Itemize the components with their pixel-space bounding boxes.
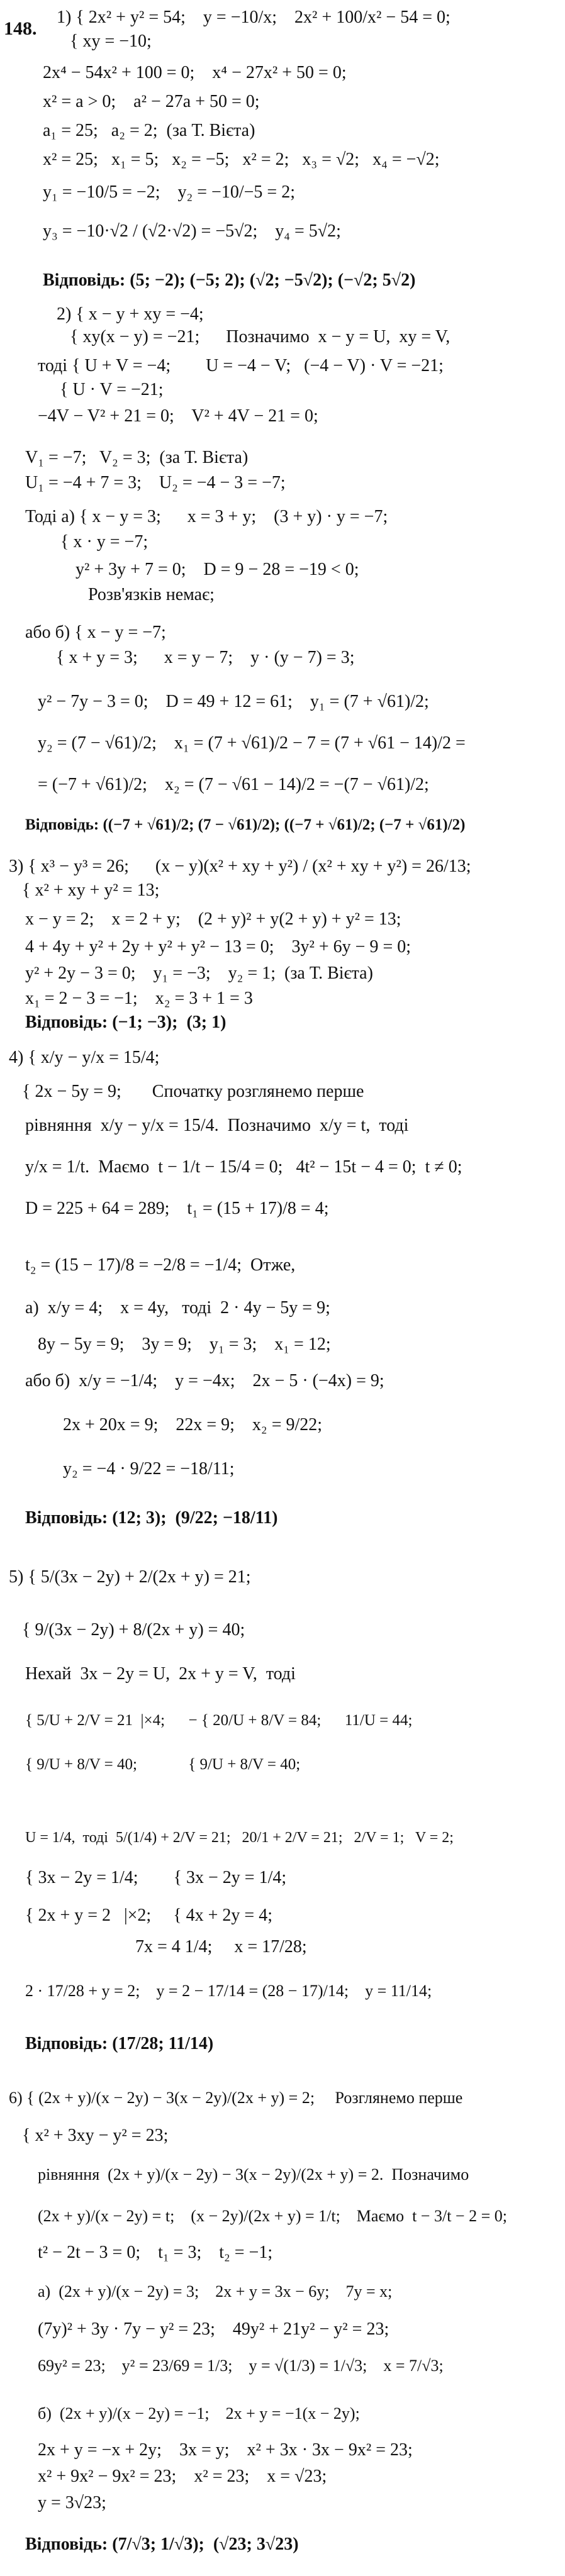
answer-line: Відповідь: (5; −2); (−5; 2); (√2; −5√2); (−√2; 5√2) [43, 270, 416, 290]
text-line: або б) { x − y = −7; [25, 623, 166, 642]
text-line: а) (2x + y)/(x − 2y) = 3; 2x + y = 3x − 6y; 7y = x; [38, 2282, 393, 2301]
text-line: 2x + 20x = 9; 22x = 9; x₂ = 9/22; [63, 1415, 323, 1435]
text-line: t² − 2t − 3 = 0; t₁ = 3; t₂ = −1; [38, 2243, 273, 2262]
answer-line: Відповідь: (−1; −3); (3; 1) [25, 1013, 227, 1032]
text-line: U₁ = −4 + 7 = 3; U₂ = −4 − 3 = −7; [25, 473, 286, 492]
text-line: x² = a > 0; a² − 27a + 50 = 0; [43, 92, 260, 111]
answer-line: Відповідь: (7/√3; 1/√3); (√23; 3√23) [25, 2534, 299, 2554]
text-line: а) x/y = 4; x = 4y, тоді 2 · 4y − 5y = 9; [25, 1298, 330, 1318]
text-line: рівняння x/y − y/x = 15/4. Позначимо x/y = t, тоді [25, 1116, 409, 1135]
text-line: y₃ = −10·√2 / (√2·√2) = −5√2; y₄ = 5√2; [43, 221, 341, 241]
text-line: 6) { (2x + y)/(x − 2y) − 3(x − 2y)/(2x + y) = 2; Розглянемо перше [9, 2089, 463, 2107]
text-line: { 5/U + 2/V = 21 |×4; − { 20/U + 8/V = 84; 11/U = 44; [25, 1712, 413, 1729]
text-line: { xy(x − y) = −21; Позначимо x − y = U, xy = V, [57, 327, 450, 347]
text-line: x² = 25; x₁ = 5; x₂ = −5; x² = 2; x₃ = √2; x₄ = −√2; [43, 150, 440, 169]
text-line: y/x = 1/t. Маємо t − 1/t − 15/4 = 0; 4t² − 15t − 4 = 0; t ≠ 0; [25, 1157, 462, 1177]
text-line: y² + 2y − 3 = 0; y₁ = −3; y₂ = 1; (за Т. Вієта) [25, 963, 373, 983]
text-line: y = 3√23; [38, 2493, 106, 2512]
text-line: V₁ = −7; V₂ = 3; (за Т. Вієта) [25, 448, 249, 467]
answer-line: Відповідь: (12; 3); (9/22; −18/11) [25, 1508, 278, 1528]
text-line: { x · y = −7; [25, 532, 148, 552]
text-line: 2x⁴ − 54x² + 100 = 0; x⁴ − 27x² + 50 = 0; [43, 63, 347, 82]
answer-line: Відповідь: (17/28; 11/14) [25, 2034, 214, 2053]
text-line: { x + y = 3; x = y − 7; y · (y − 7) = 3; [25, 648, 355, 667]
text-line: 69y² = 23; y² = 23/69 = 1/3; y = √(1/3) = 1/√3; x = 7/√3; [38, 2357, 444, 2375]
text-line: 4 + 4y + y² + 2y + y² + y² − 13 = 0; 3y² + 6y − 9 = 0; [25, 937, 411, 957]
text-line: { x² + 3xy − y² = 23; [9, 2126, 169, 2145]
text-line: D = 225 + 64 = 289; t₁ = (15 + 17)/8 = 4; [25, 1199, 329, 1218]
text-line: = (−7 + √61)/2; x₂ = (7 − √61 − 14)/2 = −(7 − √61)/2; [38, 775, 429, 794]
text-line: рівняння (2x + y)/(x − 2y) − 3(x − 2y)/(2x + y) = 2. Позначимо [38, 2165, 469, 2184]
answer-line: Відповідь: ((−7 + √61)/2; (7 − √61)/2); ((−7 + √61)/2; (−7 + √61)/2) [25, 816, 466, 833]
text-line: 4) { x/y − y/x = 15/4; [9, 1048, 160, 1067]
problem-number: 148. [4, 18, 37, 39]
text-line: 5) { 5/(3x − 2y) + 2/(2x + y) = 21; [9, 1567, 251, 1587]
text-line: Розв'язків немає; [88, 585, 215, 604]
text-line: 2) { x − y + xy = −4; [57, 304, 204, 324]
text-line: y₂ = (7 − √61)/2; x₁ = (7 + √61)/2 − 7 = (7 + √61 − 14)/2 = [38, 733, 466, 753]
text-line: 2 · 17/28 + y = 2; y = 2 − 17/14 = (28 − 17)/14; y = 11/14; [25, 1982, 432, 2000]
text-line: { U · V = −21; [38, 380, 164, 399]
text-line: t₂ = (15 − 17)/8 = −2/8 = −1/4; Отже, [25, 1255, 296, 1275]
text-line: { 3x − 2y = 1/4; { 3x − 2y = 1/4; [25, 1868, 287, 1887]
text-line: x − y = 2; x = 2 + y; (2 + y)² + y(2 + y) + y² = 13; [25, 909, 401, 929]
text-line: б) (2x + y)/(x − 2y) = −1; 2x + y = −1(x − 2y); [38, 2404, 360, 2423]
text-line: a₁ = 25; a₂ = 2; (за Т. Вієта) [43, 121, 255, 140]
text-line: тоді { U + V = −4; U = −4 − V; (−4 − V) · V = −21; [38, 356, 444, 375]
text-line: y₂ = −4 · 9/22 = −18/11; [63, 1459, 235, 1479]
text-line: 1) { 2x² + y² = 54; y = −10/x; 2x² + 100/x² − 54 = 0; [57, 8, 450, 27]
text-line: { 2x − 5y = 9; Спочатку розглянемо перше [9, 1082, 364, 1101]
text-line: 3) { x³ − y³ = 26; (x − y)(x² + xy + y²) / (x² + xy + y²) = 26/13; [9, 857, 471, 876]
text-line: x² + 9x² − 9x² = 23; x² = 23; x = √23; [38, 2467, 327, 2486]
text-line: Нехай 3x − 2y = U, 2x + y = V, тоді [25, 1664, 296, 1684]
text-line: (7y)² + 3y · 7y − y² = 23; 49y² + 21y² − y² = 23; [38, 2319, 389, 2339]
text-line: y₁ = −10/5 = −2; y₂ = −10/−5 = 2; [43, 182, 295, 202]
text-line: { 9/(3x − 2y) + 8/(2x + y) = 40; [9, 1620, 245, 1640]
text-line: x₁ = 2 − 3 = −1; x₂ = 3 + 1 = 3 [25, 989, 253, 1008]
text-line: 8y − 5y = 9; 3y = 9; y₁ = 3; x₁ = 12; [38, 1335, 331, 1354]
text-line: або б) x/y = −1/4; y = −4x; 2x − 5 · (−4x) = 9; [25, 1371, 384, 1391]
text-line: 2x + y = −x + 2y; 3x = y; x² + 3x · 3x − 9x² = 23; [38, 2440, 413, 2460]
text-line: (2x + y)/(x − 2y) = t; (x − 2y)/(2x + y) = 1/t; Маємо t − 3/t − 2 = 0; [38, 2207, 507, 2225]
text-line: −4V − V² + 21 = 0; V² + 4V − 21 = 0; [38, 406, 318, 426]
text-line: y² − 7y − 3 = 0; D = 49 + 12 = 61; y₁ = (7 + √61)/2; [38, 692, 429, 711]
text-line: U = 1/4, тоді 5/(1/4) + 2/V = 21; 20/1 + 2/V = 21; 2/V = 1; V = 2; [25, 1829, 454, 1846]
text-line: Тоді а) { x − y = 3; x = 3 + y; (3 + y) · y = −7; [25, 507, 388, 526]
text-line: { 2x + y = 2 |×2; { 4x + 2y = 4; [25, 1906, 272, 1925]
text-line: y² + 3y + 7 = 0; D = 9 − 28 = −19 < 0; [76, 560, 359, 579]
text-line: { x² + xy + y² = 13; [9, 880, 160, 900]
text-line: 7x = 4 1/4; x = 17/28; [25, 1937, 307, 1957]
text-line: { 9/U + 8/V = 40; { 9/U + 8/V = 40; [25, 1756, 301, 1773]
text-line: { xy = −10; [57, 31, 152, 51]
